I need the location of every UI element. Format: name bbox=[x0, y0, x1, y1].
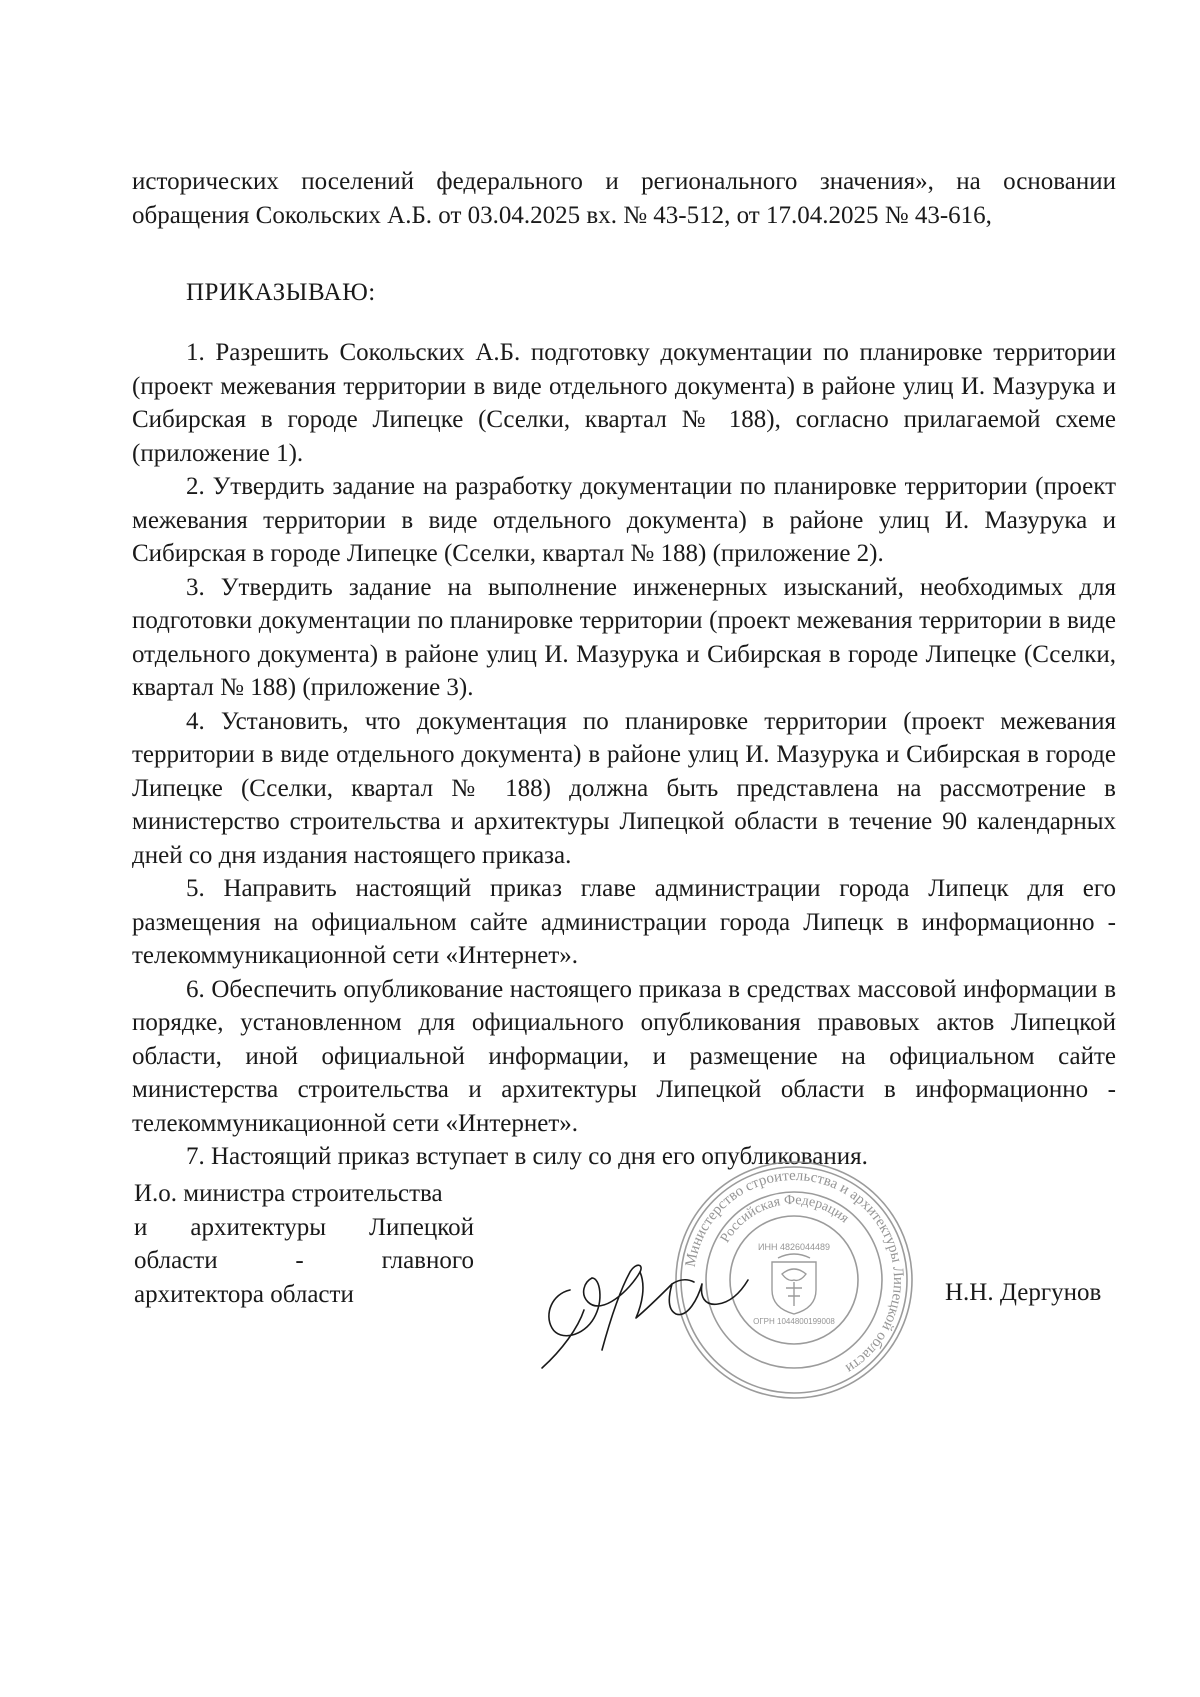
seal-inn: ИНН 4826044489 bbox=[757, 1242, 831, 1252]
decree-heading: ПРИКАЗЫВАЮ: bbox=[186, 279, 376, 306]
order-item-5: 5. Направить настоящий приказ главе администрации города Липецк для его размещения на официальном сайте администрации города Липецк в информационно - телекоммуникационной сети «Интернет». bbox=[132, 875, 1116, 969]
signatory-name: Н.Н. Дергунов bbox=[945, 1279, 1102, 1306]
order-item-7: 7. Настоящий приказ вступает в силу со дня его опубликования. bbox=[186, 1143, 868, 1170]
seal-outer-text: Министерство строительства и архитектуры Липецкой области bbox=[682, 1167, 907, 1377]
signatory-position bbox=[134, 1177, 474, 1311]
signatory-position-line: и архитектуры Липецкой bbox=[134, 1213, 474, 1241]
order-item-6: 6. Обеспечить опубликование настоящего приказа в средствах массовой информации в порядке, установленном для официального опубликования правовых актов Липецкой области, иной официальной информации, и размещение на официальном сайте министерства строительства и архитектуры Липецкой области в информационно - телекоммуникационной сети «Интернет». bbox=[132, 975, 1116, 1137]
order-item-1: 1. Разрешить Сокольских А.Б. подготовку документации по планировке территории (проект межевания территории в виде отдельного документа) в районе улиц И. Мазурука и Сибирская в городе Липецке (Сселки, квартал № 188), согласно прилагаемой схеме (приложение 1). bbox=[132, 339, 1116, 467]
order-item-3: 3. Утвердить задание на выполнение инженерных изысканий, необходимых для подготовки документации по планировке территории (проект межевания территории в виде отдельного документа) в районе улиц И. Мазурука и Сибирская в городе Липецке (Сселки, квартал № 188) (приложение 3). bbox=[132, 573, 1116, 701]
order-items bbox=[132, 336, 1116, 1174]
signatory-position-line: архитектора области bbox=[134, 1280, 354, 1308]
order-item-2: 2. Утвердить задание на разработку документации по планировке территории (проект межевания территории в виде отдельного документа) в районе улиц И. Мазурука и Сибирская в городе Липецке (Сселки, квартал № 188) (приложение 2). bbox=[132, 473, 1116, 567]
seal-inner-text: Российская Федерация bbox=[717, 1192, 852, 1246]
signatory-position-line: области - главного bbox=[134, 1247, 474, 1274]
signatory-position-line: И.о. министра строительства bbox=[134, 1180, 443, 1207]
handwritten-signature bbox=[522, 1232, 752, 1372]
coat-of-arms-icon bbox=[772, 1254, 816, 1314]
intro-paragraph: исторических поселений федерального и регионального значения», на основании обращения Сокольских А.Б. от 03.04.2025 вх. № 43-512, от 17.04.2025 № 43-616, bbox=[132, 168, 1116, 229]
order-item-4: 4. Установить, что документация по планировке территории (проект межевания территории в виде отдельного документа) в районе улиц И. Мазурука и Сибирская в городе Липецке (Сселки, квартал № 188) должна быть представлена на рассмотрение в министерство строительства и архитектуры Липецкой области в течение 90 календарных дней со дня издания настоящего приказа. bbox=[132, 707, 1116, 869]
seal-ogrn: ОГРН 1044800199008 bbox=[753, 1317, 835, 1326]
